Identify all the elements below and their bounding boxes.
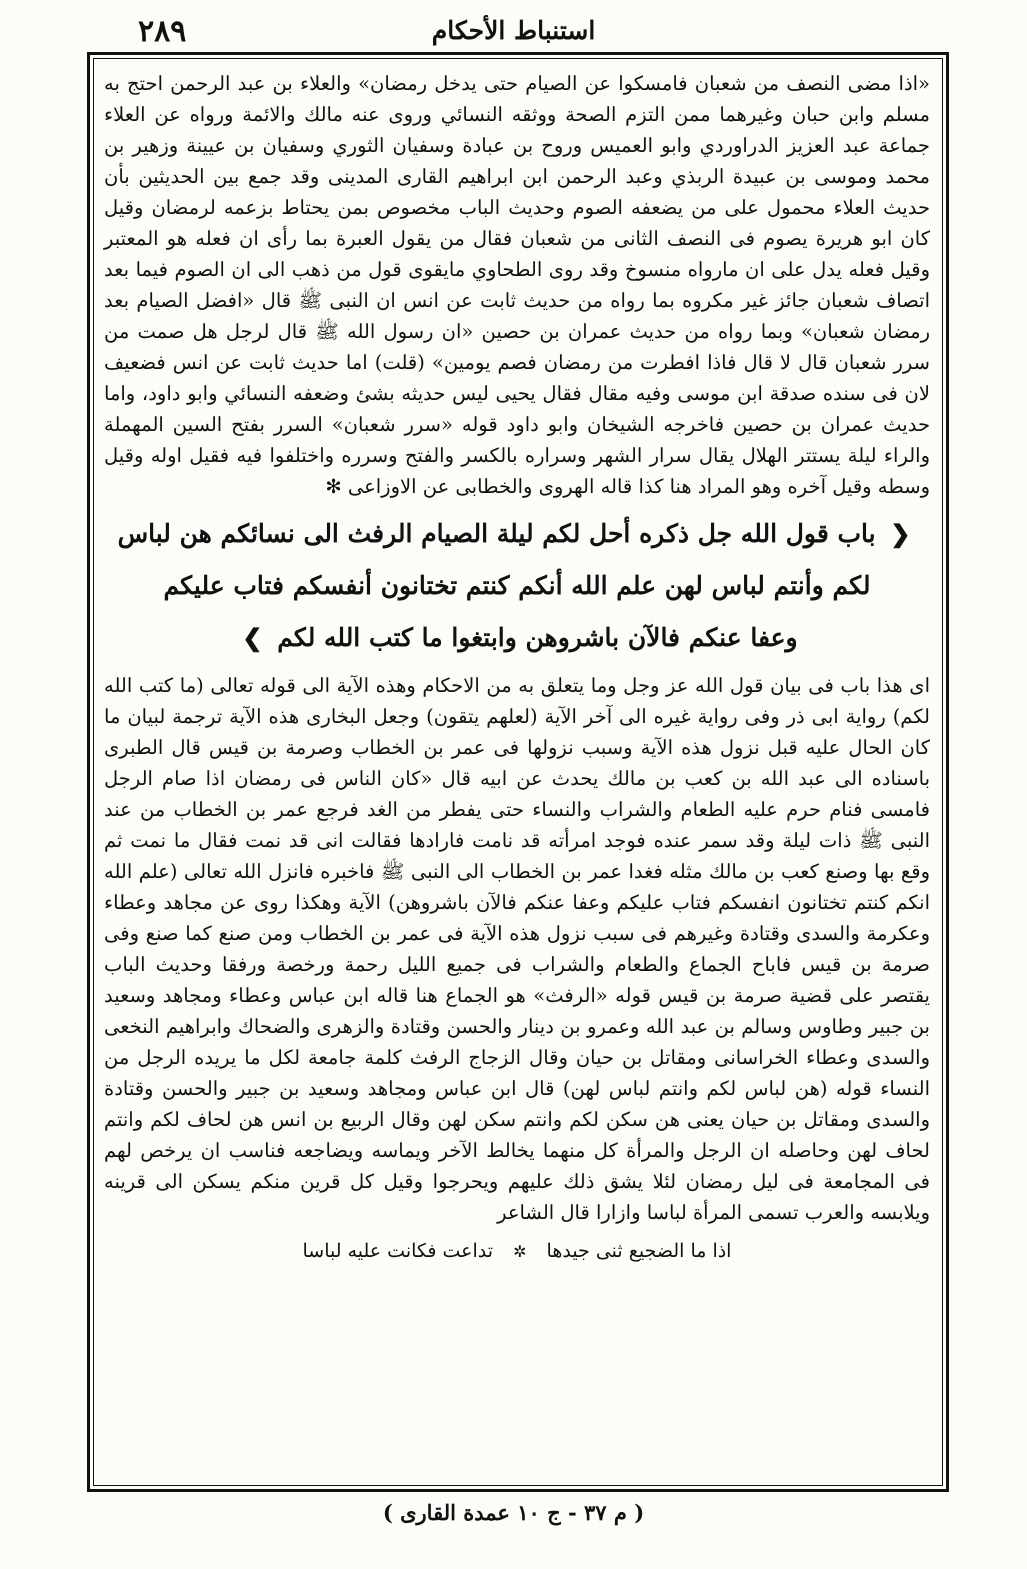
heading-line-1 (114, 508, 920, 560)
chapter-heading (114, 508, 920, 664)
ornament-left-icon: ❯ (242, 623, 263, 652)
heading-text-3: وعفا عنكم فالآن باشروهن وابتغوا ما كتب الله لكم (277, 623, 798, 652)
heading-text-1: باب قول الله جل ذكره أحل لكم ليلة الصيام الرفث الى نسائكم هن لباس (117, 519, 876, 548)
page-header (88, 14, 939, 50)
verse-hemistich-2: تداعت فكانت عليه لباسا (302, 1240, 494, 1262)
text-body (104, 68, 930, 1269)
ornament-right-icon: ❮ (890, 519, 911, 548)
heading-line-2: لكم وأنتم لباس لهن علم الله أنكم كنتم تختانون أنفسكم فتاب عليكم (163, 571, 871, 600)
intro-paragraph: «اذا مضى النصف من شعبان فامسكوا عن الصيام حتى يدخل رمضان» والعلاء بن عبد الرحمن احتج به مسلم وابن حبان وغيرهما ممن التزم الصحة ووثقه النسائي وروى عنه مالك والائمة ورواه عن العلاء جماعة عبد العزيز الدراوردي وابو العميس وروح بن عبادة وسفيان الثوري وسفيان بن عيينة وزهير بن محمد وموسى بن عبيدة الربذي وعبد الرحمن ابن ابراهيم القارى المدينى وقد جمع بين الحديثين بأن حديث العلاء محمول على من يضعفه الصوم وحديث الباب مخصوص بمن يحتاط بزعمه لرمضان وقيل كان ابو هريرة يصوم فى النصف الثانى من شعبان فقال من يقول العبرة بما رأى ان فعله هو المعتبر وقيل فعله يدل على ان مارواه منسوخ وقد روى الطحاوي مايقوى قول من ذهب الى ان الصوم فيما بعد اتصاف شعبان جائز غير مكروه بما رواه من حديث ثابت عن انس ان النبى ﷺ قال «افضل الصيام بعد رمضان شعبان» وبما رواه من حديث عمران بن حصين «ان رسول الله ﷺ قال لرجل هل صمت من سرر شعبان قال لا قال فاذا افطرت من رمضان فصم يومين» (قلت) اما حديث ثابت عن انس فضعيف لان فى سنده صدقة ابن موسى وفيه مقال فقال يحيى ليس حديثه بشئ وضعفه النسائي وابو داود، واما حديث عمران بن حصين فاخرجه الشيخان وابو داود قوله «سرر شعبان» السرر بفتح السين المهملة والراء ليلة يستتر الهلال يقال سرار الشهر وسراره بالكسر والفتح وسرره واختلفوا فيه فقيل اوله وقيل وسطه وقيل آخره وهو المراد هنا كذا قاله الهروى والخطابى عن الاوزاعى ✻ (104, 72, 930, 498)
heading-line-3 (114, 612, 920, 664)
running-title: استنباط الأحكام (431, 16, 596, 45)
printer-signature: ( م ٣٧ - ج ١٠ عمدة القارى ) (382, 1500, 645, 1525)
page-number: ٢٨٩ (138, 14, 187, 49)
poetry-verse (104, 1234, 930, 1269)
verse-hemistich-1: اذا ما الضجيع ثنى جيدها (546, 1240, 732, 1262)
verse-separator-icon: ✲ (513, 1242, 527, 1261)
commentary-paragraph: اى هذا باب فى بيان قول الله عز وجل وما يتعلق به من الاحكام وهذه الآية الى قوله تعالى (ما كتب الله لكم) رواية ابى ذر وفى رواية غيره الى آخر الآية (لعلهم يتقون) وجعل البخارى هذه الآية ترجمة لبيان ما كان الحال عليه قبل نزول هذه الآية وسبب نزولها فى عمر بن الخطاب وصرمة بن قيس قال الطبرى باسناده الى عبد الله بن كعب بن مالك يحدث عن ابيه قال «كان الناس فى رمضان اذا صام الرجل فامسى فنام حرم عليه الطعام والشراب والنساء حتى يفطر من الغد فرجع عمر بن الخطاب من عند النبى ﷺ ذات ليلة وقد سمر عنده فوجد امرأته قد نامت فارادها فقالت انى قد نمت فقال ما نمت ثم وقع بها وصنع كعب بن مالك مثله فغدا عمر بن الخطاب الى النبى ﷺ فاخبره فانزل الله تعالى (علم الله انكم كنتم تختانون انفسكم فتاب عليكم وعفا عنكم فالآن باشروهن) الآية وهكذا روى عن مجاهد وعطاء وعكرمة والسدى وقتادة وغيرهم فى سبب نزول هذه الآية فى عمر بن الخطاب ومن صنع كما صنع وفى صرمة بن قيس فاباح الجماع والطعام والشراب فى جميع الليل رحمة ورخصة ورفقا وحديث الباب يقتصر على قضية صرمة بن قيس قوله «الرفث» هو الجماع هنا قاله ابن عباس وعطاء ومجاهد وسعيد بن جبير وطاوس وسالم بن عبد الله وعمرو بن دينار والحسن وقتادة والزهرى والضحاك وابراهيم النخعى والسدى وعطاء الخراسانى ومقاتل بن حيان وقال الزجاج الرفث كلمة جامعة لكل ما يريده الرجل من النساء قوله (هن لباس لكم وانتم لباس لهن) قال ابن عباس ومجاهد وسعيد بن جبير والحسن وقتادة والسدى ومقاتل بن حيان يعنى هن سكن لكم وانتم سكن لهن وقال الربيع بن انس هن لحاف لكم وانتم لحاف لهن وحاصله ان الرجل والمرأة كل منهما يخالط الآخر ويماسه ويضاجعه فناسب ان يرخص لهم فى المجامعة فى ليل رمضان لئلا يشق ذلك عليهم ويحرجوا وقيل كل قرين منكم يسكن الى قرينه ويلابسه والعرب تسمى المرأة لباسا وازارا قال الشاعر (104, 674, 930, 1224)
